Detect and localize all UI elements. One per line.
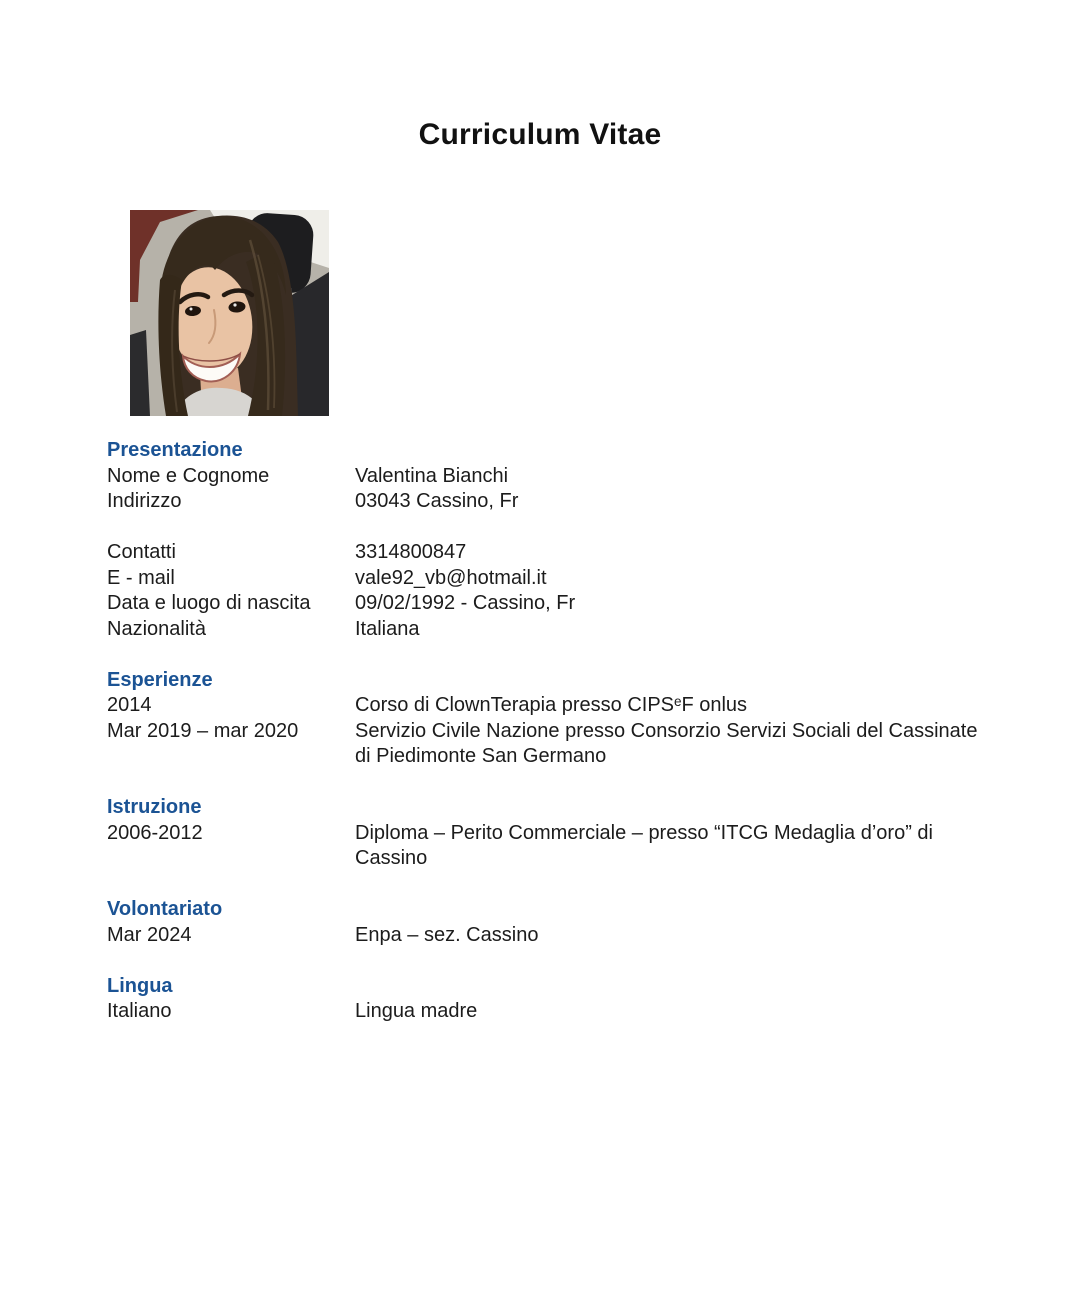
field-value: Enpa – sez. Cassino xyxy=(355,923,539,946)
section-volontariato xyxy=(107,897,987,948)
section-heading-volontariato: Volontariato xyxy=(107,898,223,920)
field-label: E - mail xyxy=(107,566,175,589)
field-label: 2006-2012 xyxy=(107,821,203,844)
section-heading-presentazione: Presentazione xyxy=(107,439,243,461)
field-label: 2014 xyxy=(107,694,152,716)
field-label: Contatti xyxy=(107,541,176,563)
field-value: Corso di ClownTerapia presso CIPSᵉF onlus xyxy=(355,694,748,716)
field-label: Data e luogo di nascita xyxy=(107,592,311,614)
section-heading-istruzione: Istruzione xyxy=(107,796,202,818)
field-row-servizio-civile xyxy=(107,719,987,770)
field-value: Valentina Bianchi xyxy=(355,464,509,487)
section-heading-lingua: Lingua xyxy=(107,974,173,997)
field-row-email xyxy=(107,566,987,592)
field-label: Indirizzo xyxy=(107,490,182,512)
field-value: vale92_vb@hotmail.it xyxy=(355,566,547,589)
field-value: 09/02/1992 - Cassino, Fr xyxy=(355,592,576,614)
field-row-nome xyxy=(107,464,987,490)
field-label: Nazionalità xyxy=(107,617,206,640)
field-row-contatti xyxy=(107,540,987,566)
field-row-diploma xyxy=(107,821,987,872)
document-title: Curriculum Vitae xyxy=(418,118,662,151)
section-lingua xyxy=(107,974,987,1025)
field-row-indirizzo xyxy=(107,489,987,515)
field-value: 03043 Cassino, Fr xyxy=(355,490,519,512)
field-row-enpa xyxy=(107,923,987,949)
field-label: Mar 2019 – mar 2020 xyxy=(107,719,299,742)
field-row-nazionalita xyxy=(107,617,987,643)
section-esperienze xyxy=(107,668,987,770)
cv-content xyxy=(107,438,987,1025)
section-presentazione xyxy=(107,438,987,642)
field-row-2014 xyxy=(107,693,987,719)
portrait-photo-illustration xyxy=(130,210,329,416)
field-value: Italiana xyxy=(355,617,420,640)
field-value: Lingua madre xyxy=(355,1000,478,1022)
field-value: Servizio Civile Nazione presso Consorzio Servizi Sociali del Cassinate di Piedimonte San Germano xyxy=(355,719,978,767)
field-row-nascita xyxy=(107,591,987,617)
field-label: Italiano xyxy=(107,1000,172,1022)
field-value: 3314800847 xyxy=(355,541,467,563)
section-istruzione xyxy=(107,795,987,872)
field-label: Nome e Cognome xyxy=(107,464,270,487)
section-heading-esperienze: Esperienze xyxy=(107,668,213,691)
field-label: Mar 2024 xyxy=(107,923,192,946)
field-value: Diploma – Perito Commerciale – presso “ITCG Medaglia d’oro” di Cassino xyxy=(355,821,933,869)
field-row-italiano xyxy=(107,999,987,1025)
portrait-photo xyxy=(130,210,329,416)
